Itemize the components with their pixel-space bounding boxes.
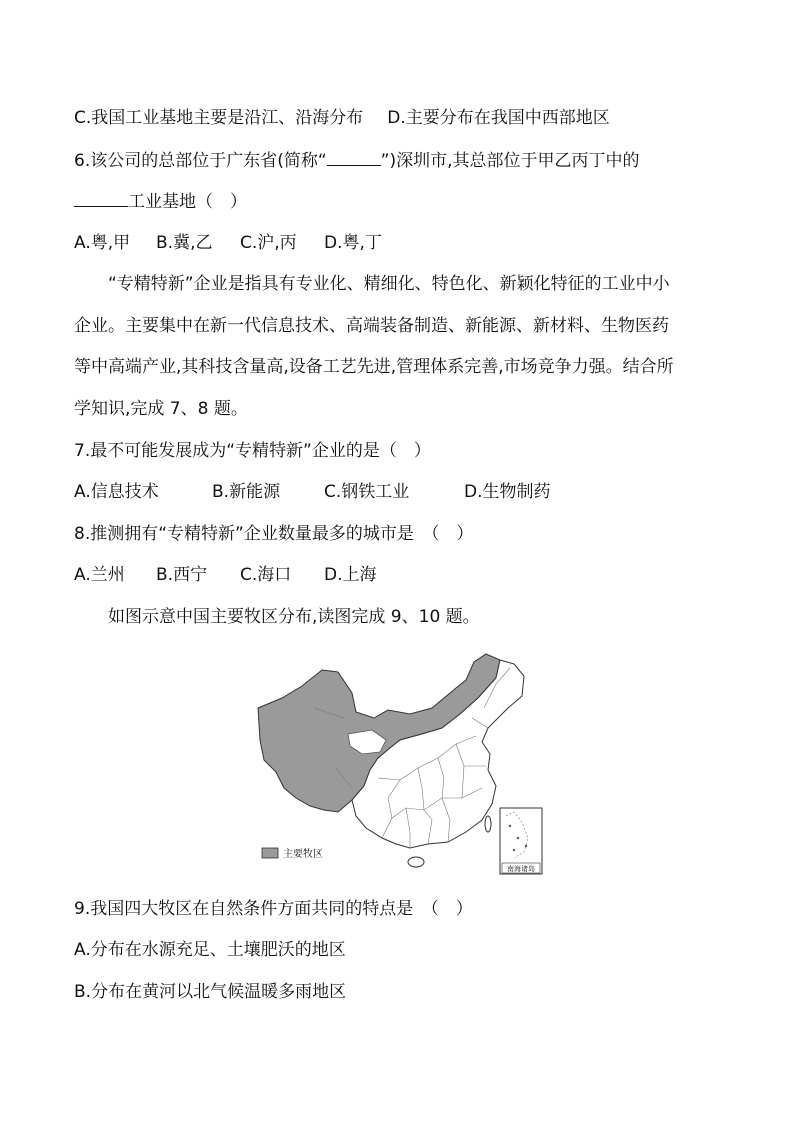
q7-option-c[interactable]: C.钢铁工业 xyxy=(324,482,410,502)
q6-text-part2: ”)深圳市,其总部位于甲乙丙丁中的 xyxy=(380,151,640,171)
q7-stem: 7.最不可能发展成为“专精特新”企业的是（ ） xyxy=(74,441,431,461)
south-china-sea-inset xyxy=(500,808,542,874)
q8-option-c[interactable]: C.海口 xyxy=(240,565,292,585)
q9-option-b[interactable]: B.分布在黄河以北气候温暖多雨地区 xyxy=(74,982,347,1002)
inset-label: 南海诸岛 xyxy=(507,865,535,873)
q6-option-b[interactable]: B.冀,乙 xyxy=(156,233,213,253)
q6-text-part1: 6.该公司的总部位于广东省(简称“ xyxy=(74,151,327,171)
q9-option-a[interactable]: A.分布在水源充足、土壤肥沃的地区 xyxy=(74,940,346,960)
paragraph-line-3: 等中高端产业,其科技含量高,设备工艺先进,管理体系完善,市场竞争力强。结合所 xyxy=(74,357,674,377)
q6-text-part3: 工业基地（ ） xyxy=(128,192,247,212)
q7-option-d[interactable]: D.生物制药 xyxy=(464,482,551,502)
legend-label: 主要牧区 xyxy=(283,849,323,860)
map-svg xyxy=(252,648,546,876)
china-pasture-map xyxy=(252,648,546,876)
q6-option-c[interactable]: C.沪,丙 xyxy=(240,233,297,253)
q5-option-d: D.主要分布在我国中西部地区 xyxy=(387,108,610,128)
paragraph-line-4: 学知识,完成 7、8 题。 xyxy=(74,399,248,419)
paragraph-line-1: “专精特新”企业是指具有专业化、精细化、特色化、新颖化特征的工业中小 xyxy=(108,274,670,294)
q9-stem: 9.我国四大牧区在自然条件方面共同的特点是 （ ） xyxy=(74,899,473,919)
q5-options-cd xyxy=(74,107,610,129)
q6-blank-2[interactable] xyxy=(74,190,128,207)
taiwan-island xyxy=(485,816,491,832)
legend-swatch xyxy=(262,848,278,858)
paragraph-line-2: 企业。主要集中在新一代信息技术、高端装备制造、新能源、新材料、生物医药 xyxy=(74,316,669,336)
q6-stem-line2 xyxy=(74,190,247,213)
q6-option-d[interactable]: D.粤,丁 xyxy=(324,233,382,253)
q6-blank-1[interactable] xyxy=(327,149,381,166)
q6-option-a[interactable]: A.粤,甲 xyxy=(74,233,131,253)
map-legend xyxy=(262,847,323,860)
q8-option-a[interactable]: A.兰州 xyxy=(74,565,125,585)
q7-option-b[interactable]: B.新能源 xyxy=(212,482,281,502)
q5-option-c: C.我国工业基地主要是沿江、沿海分布 xyxy=(74,108,364,128)
q8-option-d[interactable]: D.上海 xyxy=(324,565,377,585)
q6-stem xyxy=(74,149,640,172)
hainan-island xyxy=(408,857,424,867)
q7-option-a[interactable]: A.信息技术 xyxy=(74,482,159,502)
q8-stem: 8.推测拥有“专精特新”企业数量最多的城市是 （ ） xyxy=(74,524,474,544)
q8-option-b[interactable]: B.西宁 xyxy=(156,565,208,585)
q9-10-intro: 如图示意中国主要牧区分布,读图完成 9、10 题。 xyxy=(108,607,480,627)
